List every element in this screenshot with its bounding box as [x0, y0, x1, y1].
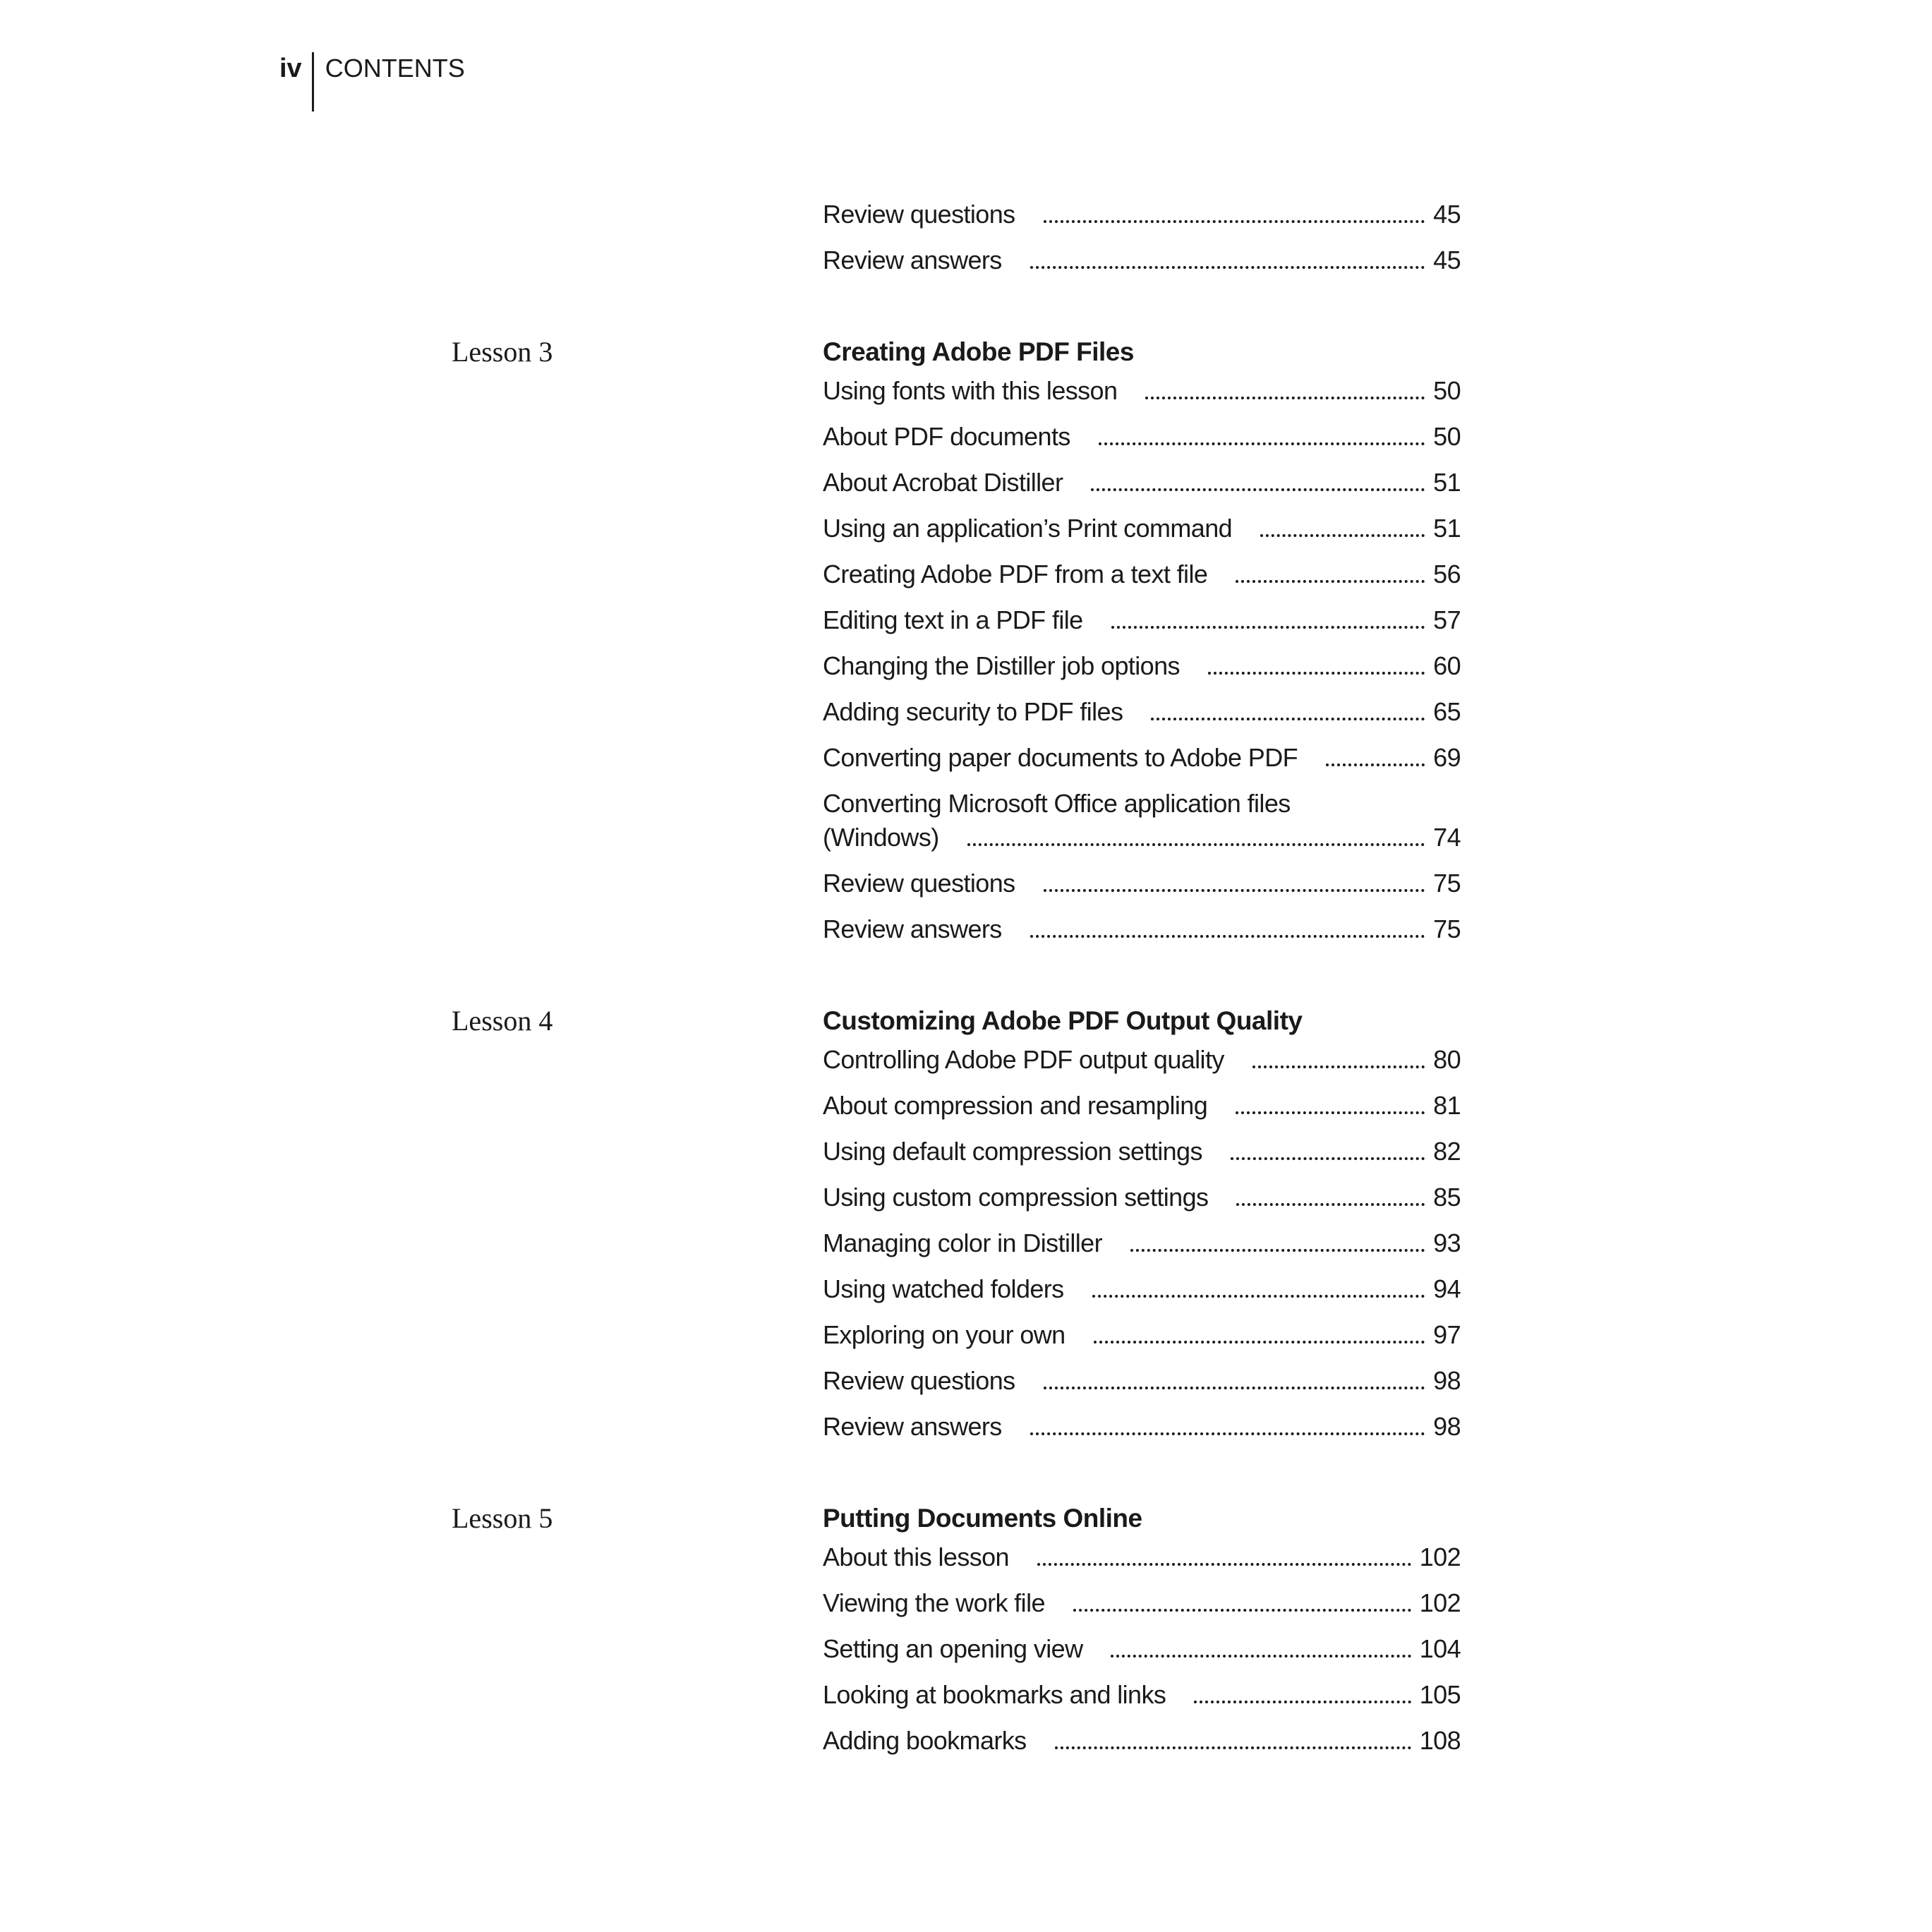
toc-entry-page: 45 — [1433, 246, 1461, 274]
toc-entry-text: Managing color in Distiller — [823, 1228, 1102, 1257]
toc-entry[interactable] — [823, 741, 1461, 775]
dot-leader — [1092, 1295, 1425, 1298]
toc-entry[interactable] — [823, 1043, 1461, 1077]
toc-entry[interactable] — [823, 867, 1461, 900]
toc-entry-page: 98 — [1433, 1366, 1461, 1395]
dot-leader — [1236, 580, 1425, 583]
toc-entry-page: 50 — [1433, 422, 1461, 451]
toc-entry-text: Converting Microsoft Office application files — [823, 789, 1291, 818]
toc-entry-text: Looking at bookmarks and links — [823, 1680, 1166, 1709]
toc-entry-page: 80 — [1433, 1045, 1461, 1074]
dot-leader — [1091, 488, 1425, 491]
toc-entry-text: Review answers — [823, 246, 1002, 274]
dot-leader — [1194, 1701, 1411, 1703]
lesson-label: Lesson 5 — [452, 1502, 553, 1534]
toc-entry-page: 104 — [1419, 1634, 1461, 1663]
toc-entry-text: Review answers — [823, 1412, 1002, 1441]
toc-entry-page: 57 — [1433, 605, 1461, 634]
toc-entry-text: Adding bookmarks — [823, 1726, 1027, 1755]
toc-entry-text: Review answers — [823, 914, 1002, 943]
toc-entry-page: 105 — [1419, 1680, 1461, 1709]
toc-entry-text: Review questions — [823, 200, 1015, 229]
toc-entry[interactable] — [823, 557, 1461, 591]
toc-entry-text: Editing text in a PDF file — [823, 605, 1083, 634]
toc-entry-text: About PDF documents — [823, 422, 1070, 451]
toc-entry[interactable] — [823, 1410, 1461, 1444]
toc-entry-page: 97 — [1433, 1320, 1461, 1349]
dot-leader — [1111, 1655, 1411, 1658]
toc-entry[interactable] — [823, 1089, 1461, 1123]
dot-leader — [1030, 1432, 1425, 1435]
toc-entry-page: 75 — [1433, 869, 1461, 898]
dot-leader — [1044, 1387, 1425, 1389]
page-folio: iv — [279, 52, 314, 111]
dot-leader — [1044, 889, 1425, 892]
dot-leader — [1231, 1157, 1425, 1160]
toc-entry-text: About compression and resampling — [823, 1091, 1208, 1120]
toc-entry-text: Viewing the work file — [823, 1588, 1045, 1617]
toc-group-lesson-4 — [0, 999, 1932, 1456]
toc-entry-page: 45 — [1433, 200, 1461, 229]
toc-entry-page: 51 — [1433, 468, 1461, 497]
toc-entry-text: Review questions — [823, 1366, 1015, 1395]
toc-entry[interactable] — [823, 1135, 1461, 1169]
toc-entry-page: 82 — [1433, 1137, 1461, 1166]
dot-leader — [967, 843, 1425, 846]
toc-entry[interactable] — [823, 695, 1461, 729]
dot-leader — [1236, 1203, 1425, 1206]
toc-entry-page: 56 — [1433, 560, 1461, 588]
dot-leader — [1145, 397, 1425, 399]
toc-entry[interactable] — [823, 1364, 1461, 1398]
lesson-label: Lesson 4 — [452, 1005, 553, 1037]
toc-entry[interactable] — [823, 649, 1461, 683]
toc-entry[interactable] — [823, 243, 1461, 277]
toc-entry-text-continued: (Windows) — [823, 823, 939, 852]
dot-leader — [1055, 1746, 1411, 1749]
toc-entry-text: Creating Adobe PDF from a text file — [823, 560, 1208, 588]
toc-entry-text: Changing the Distiller job options — [823, 651, 1180, 680]
toc-entry-text: Using fonts with this lesson — [823, 376, 1118, 405]
toc-entry-text: Using watched folders — [823, 1274, 1064, 1303]
table-of-contents — [0, 198, 1932, 1811]
toc-entry-page: 102 — [1419, 1542, 1461, 1571]
toc-entry-text: Review questions — [823, 869, 1015, 898]
dot-leader — [1099, 442, 1425, 445]
dot-leader — [1073, 1609, 1411, 1612]
toc-entry[interactable] — [823, 420, 1461, 454]
running-header — [279, 52, 465, 111]
toc-entry[interactable] — [823, 1181, 1461, 1214]
dot-leader — [1151, 718, 1425, 720]
toc-entry-text: Converting paper documents to Adobe PDF — [823, 743, 1298, 772]
toc-entry[interactable] — [823, 1226, 1461, 1260]
toc-entry[interactable] — [823, 1678, 1461, 1712]
dot-leader — [1236, 1111, 1425, 1114]
toc-entry-page: 108 — [1419, 1726, 1461, 1755]
toc-entry-text: Controlling Adobe PDF output quality — [823, 1045, 1224, 1074]
toc-entry[interactable] — [823, 1540, 1461, 1574]
lesson-label: Lesson 3 — [452, 336, 553, 368]
dot-leader — [1252, 1065, 1425, 1068]
toc-entry-page: 94 — [1433, 1274, 1461, 1303]
toc-entry-page: 98 — [1433, 1412, 1461, 1441]
toc-entry-text: Setting an opening view — [823, 1634, 1083, 1663]
toc-entry-page: 69 — [1433, 743, 1461, 772]
toc-entry-text: Using an application’s Print command — [823, 514, 1233, 543]
toc-entry-page: 74 — [1433, 823, 1461, 852]
dot-leader — [1037, 1563, 1411, 1566]
dot-leader — [1030, 935, 1425, 938]
toc-entry[interactable] — [823, 912, 1461, 946]
dot-leader — [1044, 220, 1425, 223]
toc-entry[interactable] — [823, 374, 1461, 408]
toc-entry[interactable] — [823, 1724, 1461, 1758]
lesson-title[interactable]: Customizing Adobe PDF Output Quality — [823, 1006, 1303, 1035]
dot-leader — [1260, 534, 1425, 537]
toc-entry-text: Using default compression settings — [823, 1137, 1202, 1166]
toc-entry-page: 75 — [1433, 914, 1461, 943]
dot-leader — [1111, 626, 1425, 629]
dot-leader — [1130, 1249, 1425, 1252]
toc-entry-page: 81 — [1433, 1091, 1461, 1120]
dot-leader — [1030, 266, 1425, 269]
toc-entry-page: 60 — [1433, 651, 1461, 680]
toc-entry-text: Using custom compression settings — [823, 1183, 1209, 1212]
toc-entry[interactable] — [823, 1586, 1461, 1620]
dot-leader — [1208, 672, 1425, 675]
toc-entry-text: Exploring on your own — [823, 1320, 1065, 1349]
lesson-title[interactable]: Putting Documents Online — [823, 1504, 1142, 1533]
toc-entry-page: 65 — [1433, 697, 1461, 726]
toc-entry-page: 85 — [1433, 1183, 1461, 1212]
dot-leader — [1094, 1341, 1425, 1344]
toc-entry[interactable] — [823, 603, 1461, 637]
section-label: CONTENTS — [325, 54, 465, 83]
toc-entry-text: Adding security to PDF files — [823, 697, 1123, 726]
toc-group-continued — [0, 198, 1932, 289]
toc-entry-page: 102 — [1419, 1588, 1461, 1617]
toc-entry[interactable] — [823, 512, 1461, 545]
toc-entry-page: 93 — [1433, 1228, 1461, 1257]
toc-entry[interactable] — [823, 1632, 1461, 1666]
toc-entry-text: About Acrobat Distiller — [823, 468, 1063, 497]
toc-entry[interactable] — [823, 1272, 1461, 1306]
toc-entry[interactable] — [823, 787, 1461, 855]
lesson-title[interactable]: Creating Adobe PDF Files — [823, 337, 1134, 366]
toc-group-lesson-5 — [0, 1497, 1932, 1770]
toc-group-lesson-3 — [0, 330, 1932, 958]
toc-entry[interactable] — [823, 466, 1461, 500]
toc-entry[interactable] — [823, 1318, 1461, 1352]
toc-entry-page: 50 — [1433, 376, 1461, 405]
toc-entry-text: About this lesson — [823, 1542, 1009, 1571]
toc-entry-page: 51 — [1433, 514, 1461, 543]
dot-leader — [1326, 763, 1425, 766]
toc-entry[interactable] — [823, 198, 1461, 231]
